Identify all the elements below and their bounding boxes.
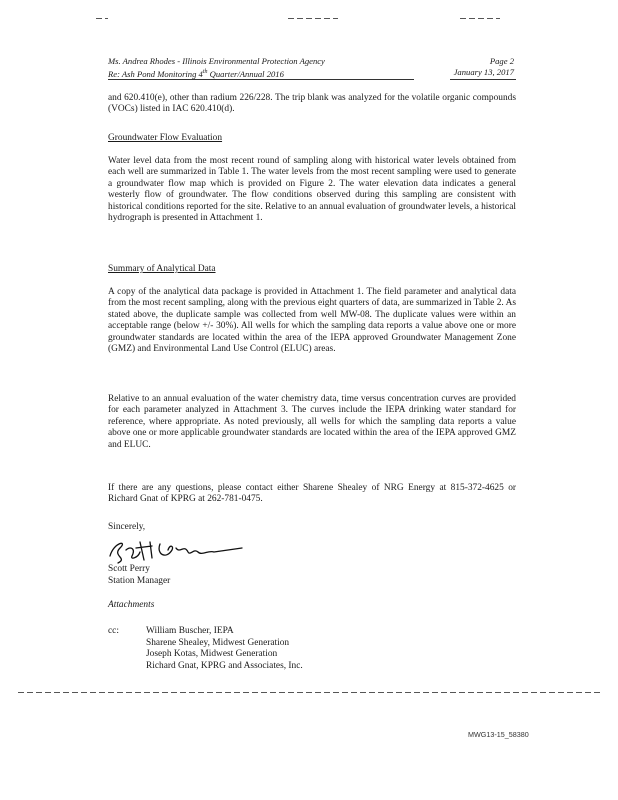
header-page: Page 2 bbox=[489, 56, 514, 66]
cc-label: cc: bbox=[108, 626, 119, 636]
analytical-data-paragraph-2: Relative to an annual evaluation of the water chemistry data, time versus concentration curves are provided for each parameter analyzed in Attachment 3. The curves include the IEPA drinking water standard for reference, where appropriate. As noted previously, all wells for which the sampling data reports a value above one or more applicable groundwater standards are located within the area of the IEPA approved GMZ and ELUC. bbox=[108, 394, 516, 450]
cc-recipient-list bbox=[146, 626, 303, 672]
cc-recipient: Sharene Shealey, Midwest Generation bbox=[146, 637, 290, 648]
header-recipient: Ms. Andrea Rhodes - Illinois Environmental Protection Agency bbox=[108, 56, 325, 66]
attachments-label: Attachments bbox=[108, 600, 155, 610]
signer-title: Station Manager bbox=[108, 576, 171, 586]
contact-paragraph: If there are any questions, please contact either Sharene Shealey of NRG Energy at 815-372-4625 or Richard Gnat of KPRG at 262-781-0475. bbox=[108, 483, 516, 505]
header-date: January 13, 2017 bbox=[453, 67, 514, 77]
scan-mark bbox=[18, 692, 603, 693]
signer-name: Scott Perry bbox=[108, 564, 150, 574]
header-subject: Re: Ash Pond Monitoring 4th Quarter/Annual 2016 bbox=[108, 68, 284, 79]
bates-number: MWG13-15_58380 bbox=[468, 730, 529, 739]
header-rule bbox=[450, 79, 516, 80]
groundwater-flow-paragraph: Water level data from the most recent round of sampling along with historical water levels obtained from each well are summarized in Table 1. The water levels from the most recent sampling were used to generate a groundwater flow map which is provided on Figure 2. The water elevation data indicates a general westerly flow of groundwater. The flow conditions observed during this sampling are consistent with historical conditions reported for the site. Relative to an annual evaluation of groundwater levels, a historical hydrograph is presented in Attachment 1. bbox=[108, 156, 516, 224]
intro-paragraph: and 620.410(e), other than radium 226/228. The trip blank was analyzed for the volatile organic compounds (VOCs) listed in IAC 620.410(d). bbox=[108, 93, 516, 115]
cc-recipient: Richard Gnat, KPRG and Associates, Inc. bbox=[146, 660, 303, 671]
header-rule bbox=[108, 79, 414, 80]
section-heading-groundwater-flow: Groundwater Flow Evaluation bbox=[108, 133, 223, 143]
analytical-data-paragraph-1: A copy of the analytical data package is provided in Attachment 1. The field parameter and analytical data from the most recent sampling, along with the previous eight quarters of data, are summarized in Table 2. As stated above, the duplicate sample was collected from well MW-08. The duplicate values were within an acceptable range (below +/- 30%). All wells for which the sampling data reports a value above one or more groundwater standards are located within the area of the IEPA approved Groundwater Management Zone (GMZ) and Environmental Land Use Control (ELUC) areas. bbox=[108, 287, 516, 355]
section-heading-analytical-data: Summary of Analytical Data bbox=[108, 264, 216, 274]
signature-image bbox=[106, 536, 246, 566]
scan-mark bbox=[96, 18, 108, 19]
cc-recipient: William Buscher, IEPA bbox=[146, 626, 234, 636]
scan-mark bbox=[460, 18, 500, 19]
cc-recipient: Joseph Kotas, Midwest Generation bbox=[146, 649, 278, 660]
salutation: Sincerely, bbox=[108, 522, 146, 532]
scan-mark bbox=[288, 18, 338, 19]
